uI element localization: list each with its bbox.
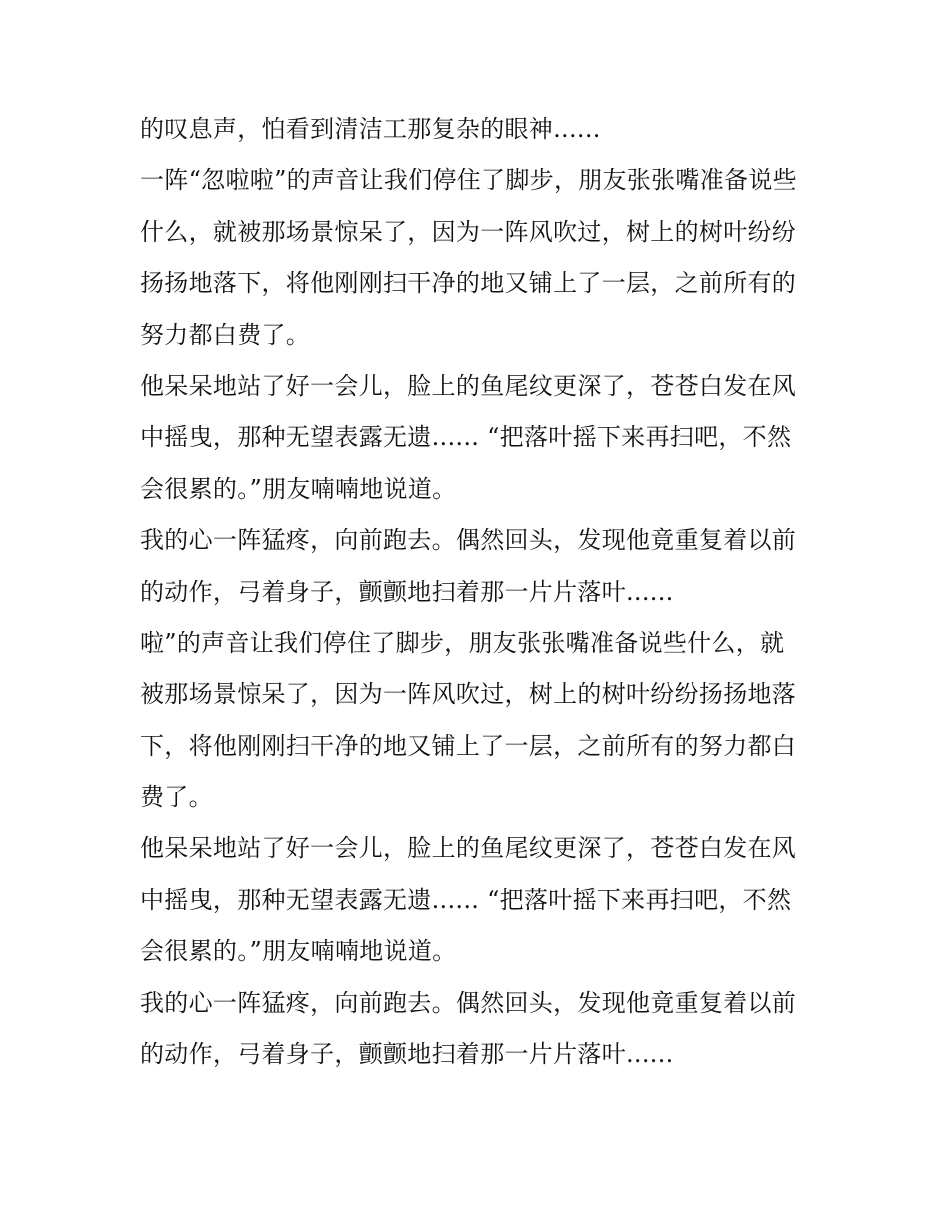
text-line: 什么，就被那场景惊呆了，因为一阵风吹过，树上的树叶纷纷 <box>140 217 797 246</box>
text-line: 下，将他刚刚扫干净的地又铺上了一层，之前所有的努力都白 <box>140 731 797 760</box>
text-line: 啦”的声音让我们停住了脚步，朋友张张嘴准备说些什么，就 <box>140 628 785 657</box>
text-line: 努力都白费了。 <box>140 320 311 349</box>
text-line: 中摇曳，那种无望表露无遗...... “把落叶摇下来再扫吧，不然 <box>140 885 792 914</box>
text-line: 的动作，弓着身子，颤颤地扫着那一片片落叶...... <box>140 1040 674 1069</box>
text-line: 的叹息声，怕看到清洁工那复杂的眼神...... <box>140 115 601 143</box>
text-line: 扬扬地落下，将他刚刚扫干净的地又铺上了一层，之前所有的 <box>140 269 797 298</box>
text-line: 会很累的。”朋友喃喃地说道。 <box>140 474 457 503</box>
text-line: 我的心一阵猛疼，向前跑去。偶然回头，发现他竟重复着以前 <box>140 526 797 555</box>
text-line: 费了。 <box>140 783 213 812</box>
text-line: 我的心一阵猛疼，向前跑去。偶然回头，发现他竟重复着以前 <box>140 988 797 1017</box>
document-body <box>140 104 820 1080</box>
text-line: 他呆呆地站了好一会儿，脸上的鱼尾纹更深了，苍苍白发在风 <box>140 834 797 863</box>
text-line: 的动作，弓着身子，颤颤地扫着那一片片落叶...... <box>140 577 674 606</box>
text-line: 他呆呆地站了好一会儿，脸上的鱼尾纹更深了，苍苍白发在风 <box>140 371 797 400</box>
text-line: 被那场景惊呆了，因为一阵风吹过，树上的树叶纷纷扬扬地落 <box>140 680 797 709</box>
text-line: 会很累的。”朋友喃喃地说道。 <box>140 937 457 966</box>
text-line: 一阵“忽啦啦”的声音让我们停住了脚步，朋友张张嘴准备说些 <box>140 166 797 195</box>
text-line: 中摇曳，那种无望表露无遗...... “把落叶摇下来再扫吧，不然 <box>140 423 792 452</box>
